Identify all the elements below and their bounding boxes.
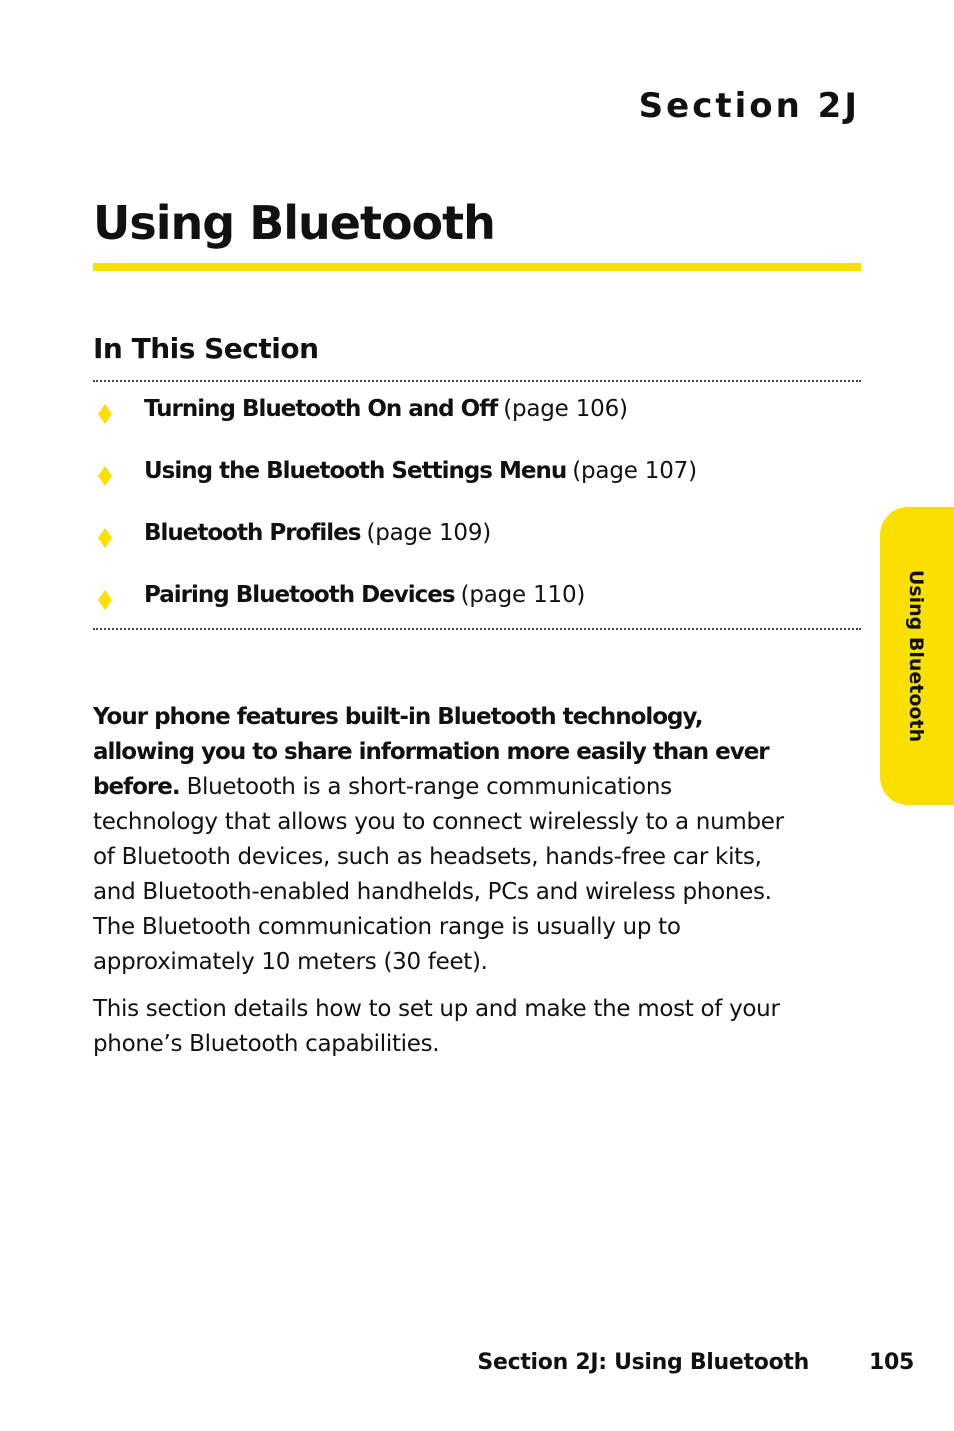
toc-item-title: Turning Bluetooth On and Off — [144, 396, 498, 422]
page-title: Using Bluetooth — [93, 196, 495, 250]
toc-item-page-ref: (page 107) — [572, 458, 697, 484]
toc-item-turning-bluetooth-on-off[interactable] — [93, 396, 853, 458]
toc-item-page-ref: (page 109) — [366, 520, 492, 546]
page-footer — [477, 1350, 914, 1375]
toc-item-page-ref: (page 110) — [460, 582, 586, 608]
intro-paragraph — [93, 700, 793, 980]
toc-item-title: Using the Bluetooth Settings Menu — [144, 458, 567, 484]
body-text — [93, 700, 793, 1074]
toc-item-bluetooth-settings-menu[interactable] — [93, 458, 853, 520]
toc-item-title: Bluetooth Profiles — [144, 520, 361, 546]
diamond-bullet-icon — [98, 466, 112, 486]
toc-item-bluetooth-profiles[interactable] — [93, 520, 853, 582]
title-underline-rule — [93, 263, 861, 271]
section-label: Section 2J — [638, 86, 860, 126]
toc-item-title: Pairing Bluetooth Devices — [144, 582, 455, 608]
footer-page-number: 105 — [868, 1350, 914, 1375]
diamond-bullet-icon — [98, 528, 112, 548]
toc-item-pairing-bluetooth-devices[interactable] — [93, 582, 853, 644]
intro-lead-bold: Your phone features built-in Bluetooth technology, allowing you to share information more easily than ever before. — [93, 704, 769, 800]
in-this-section-heading: In This Section — [93, 332, 319, 365]
diamond-bullet-icon — [98, 590, 112, 610]
dotted-divider-bottom — [93, 628, 861, 630]
side-section-tab-label: Using Bluetooth — [905, 569, 927, 743]
section-contents-list — [93, 396, 853, 644]
diamond-bullet-icon — [98, 404, 112, 424]
footer-running-title: Section 2J: Using Bluetooth — [477, 1350, 809, 1375]
toc-item-page-ref: (page 106) — [503, 396, 628, 422]
dotted-divider-top — [93, 380, 861, 382]
second-paragraph: This section details how to set up and make the most of your phone’s Bluetooth capabilities. — [93, 996, 780, 1057]
intro-paragraph-rest: Bluetooth is a short-range communications technology that allows you to connect wirelessly to a number of Bluetooth devices, such as headsets, hands-free car kits, and Bluetooth-enabled handhelds, PCs and wireless phones. The Bluetooth communication range is usually up to approximately 10 meters (30 feet). — [93, 774, 784, 975]
